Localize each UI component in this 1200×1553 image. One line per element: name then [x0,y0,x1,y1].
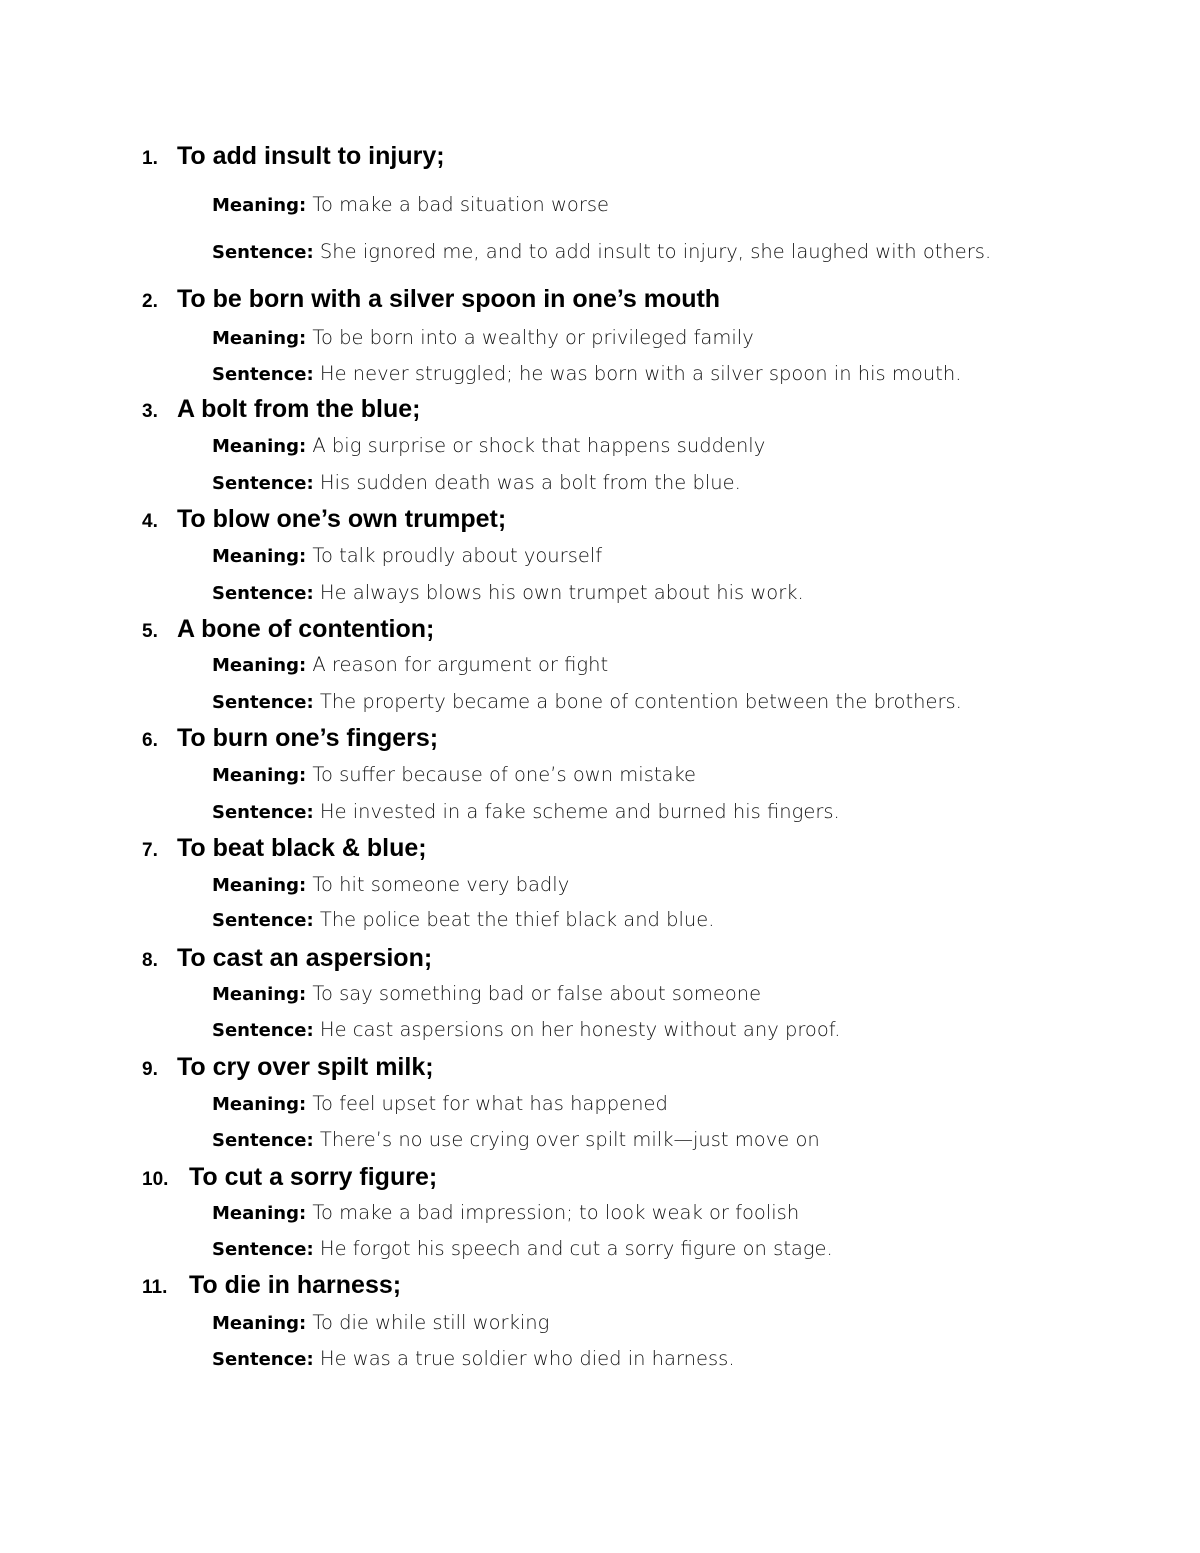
sentence-text: There’s no use crying over spilt milk—just move on [319,1128,820,1151]
idiom-title: To die in harness; [189,1271,402,1299]
meaning-line [212,325,754,352]
meaning-text: To suffer because of one’s own mistake [312,763,697,786]
sentence-text: He always blows his own trumpet about his work. [319,581,804,604]
sentence-text: He never struggled; he was born with a silver spoon in his mouth. [319,362,962,385]
idiom-title: To add insult to injury; [177,142,445,170]
idiom-title: To blow one’s own trumpet; [177,505,507,533]
idiom-title: To cut a sorry figure; [189,1163,438,1191]
idiom-heading [142,943,432,976]
meaning-label: Meaning: [212,436,307,457]
idiom-number: 3. [142,401,158,422]
sentence-label: Sentence: [212,1349,314,1370]
sentence-label: Sentence: [212,692,314,713]
meaning-label: Meaning: [212,765,307,786]
idiom-number: 10. [142,1169,169,1190]
meaning-label: Meaning: [212,195,307,216]
meaning-line [212,433,765,460]
meaning-line [212,543,602,570]
idiom-heading [142,141,445,174]
sentence-line [212,689,962,716]
idiom-heading [142,504,506,537]
sentence-text: The police beat the thief black and blue. [319,908,715,931]
sentence-text: He cast aspersions on her honesty without any proof. [319,1018,841,1041]
sentence-text: The property became a bone of contention between the brothers. [319,690,962,713]
meaning-line [212,1310,549,1337]
idiom-number: 9. [142,1059,158,1080]
idiom-heading [142,1162,437,1195]
sentence-text: She ignored me, and to add insult to injury, she laughed with others. [319,240,992,263]
meaning-line [212,192,609,219]
meaning-text: To be born into a wealthy or privileged family [312,326,754,349]
meaning-text: To die while still working [312,1311,550,1334]
meaning-label: Meaning: [212,1203,307,1224]
idiom-number: 1. [142,148,158,169]
sentence-line [212,1017,840,1044]
idiom-title: To be born with a silver spoon in one’s mouth [177,285,721,313]
sentence-line [212,1346,735,1373]
meaning-text: To feel upset for what has happened [312,1092,668,1115]
meaning-text: To hit someone very badly [312,873,570,896]
sentence-line [212,1127,820,1154]
idiom-heading [142,1270,401,1303]
meaning-text: To make a bad situation worse [312,193,610,216]
sentence-label: Sentence: [212,1239,314,1260]
idiom-number: 5. [142,621,158,642]
meaning-text: To say something bad or false about someone [312,982,762,1005]
meaning-line [212,652,608,679]
sentence-line [212,580,804,607]
meaning-line [212,762,696,789]
meaning-label: Meaning: [212,655,307,676]
idiom-title: To cast an aspersion; [177,944,433,972]
meaning-label: Meaning: [212,984,307,1005]
sentence-line [212,239,991,266]
meaning-line [212,872,569,899]
idiom-heading [142,1052,434,1085]
meaning-line [212,1091,668,1118]
meaning-text: To make a bad impression; to look weak or foolish [312,1201,800,1224]
meaning-label: Meaning: [212,328,307,349]
idiom-heading [142,833,427,866]
sentence-label: Sentence: [212,242,314,263]
idiom-heading [142,284,720,317]
sentence-line [212,799,840,826]
sentence-label: Sentence: [212,1130,314,1151]
idiom-number: 2. [142,291,158,312]
idiom-number: 4. [142,511,158,532]
idiom-heading [142,394,421,427]
sentence-label: Sentence: [212,473,314,494]
sentence-line [212,361,961,388]
meaning-label: Meaning: [212,546,307,567]
sentence-label: Sentence: [212,910,314,931]
idiom-title: To beat black & blue; [177,834,427,862]
sentence-line [212,470,741,497]
sentence-label: Sentence: [212,1020,314,1041]
sentence-text: He forgot his speech and cut a sorry figure on stage. [319,1237,833,1260]
idiom-title: A bone of contention; [177,615,435,643]
sentence-label: Sentence: [212,583,314,604]
meaning-line [212,981,761,1008]
idiom-title: To cry over spilt milk; [177,1053,434,1081]
idiom-number: 6. [142,730,158,751]
sentence-label: Sentence: [212,364,314,385]
meaning-label: Meaning: [212,1094,307,1115]
meaning-text: A reason for argument or fight [312,653,609,676]
meaning-label: Meaning: [212,1313,307,1334]
sentence-text: He invested in a fake scheme and burned his fingers. [319,800,840,823]
sentence-line [212,1236,833,1263]
meaning-line [212,1200,799,1227]
idiom-title: To burn one’s fingers; [177,724,439,752]
idiom-number: 11. [142,1277,168,1298]
idiom-heading [142,723,438,756]
sentence-text: He was a true soldier who died in harness. [319,1347,735,1370]
meaning-label: Meaning: [212,875,307,896]
meaning-text: To talk proudly about yourself [312,544,603,567]
sentence-line [212,907,714,934]
idiom-title: A bolt from the blue; [177,395,421,423]
sentence-text: His sudden death was a bolt from the blue. [319,471,741,494]
meaning-text: A big surprise or shock that happens suddenly [312,434,766,457]
idiom-heading [142,614,434,647]
idiom-number: 7. [142,840,158,861]
idiom-number: 8. [142,950,158,971]
sentence-label: Sentence: [212,802,314,823]
